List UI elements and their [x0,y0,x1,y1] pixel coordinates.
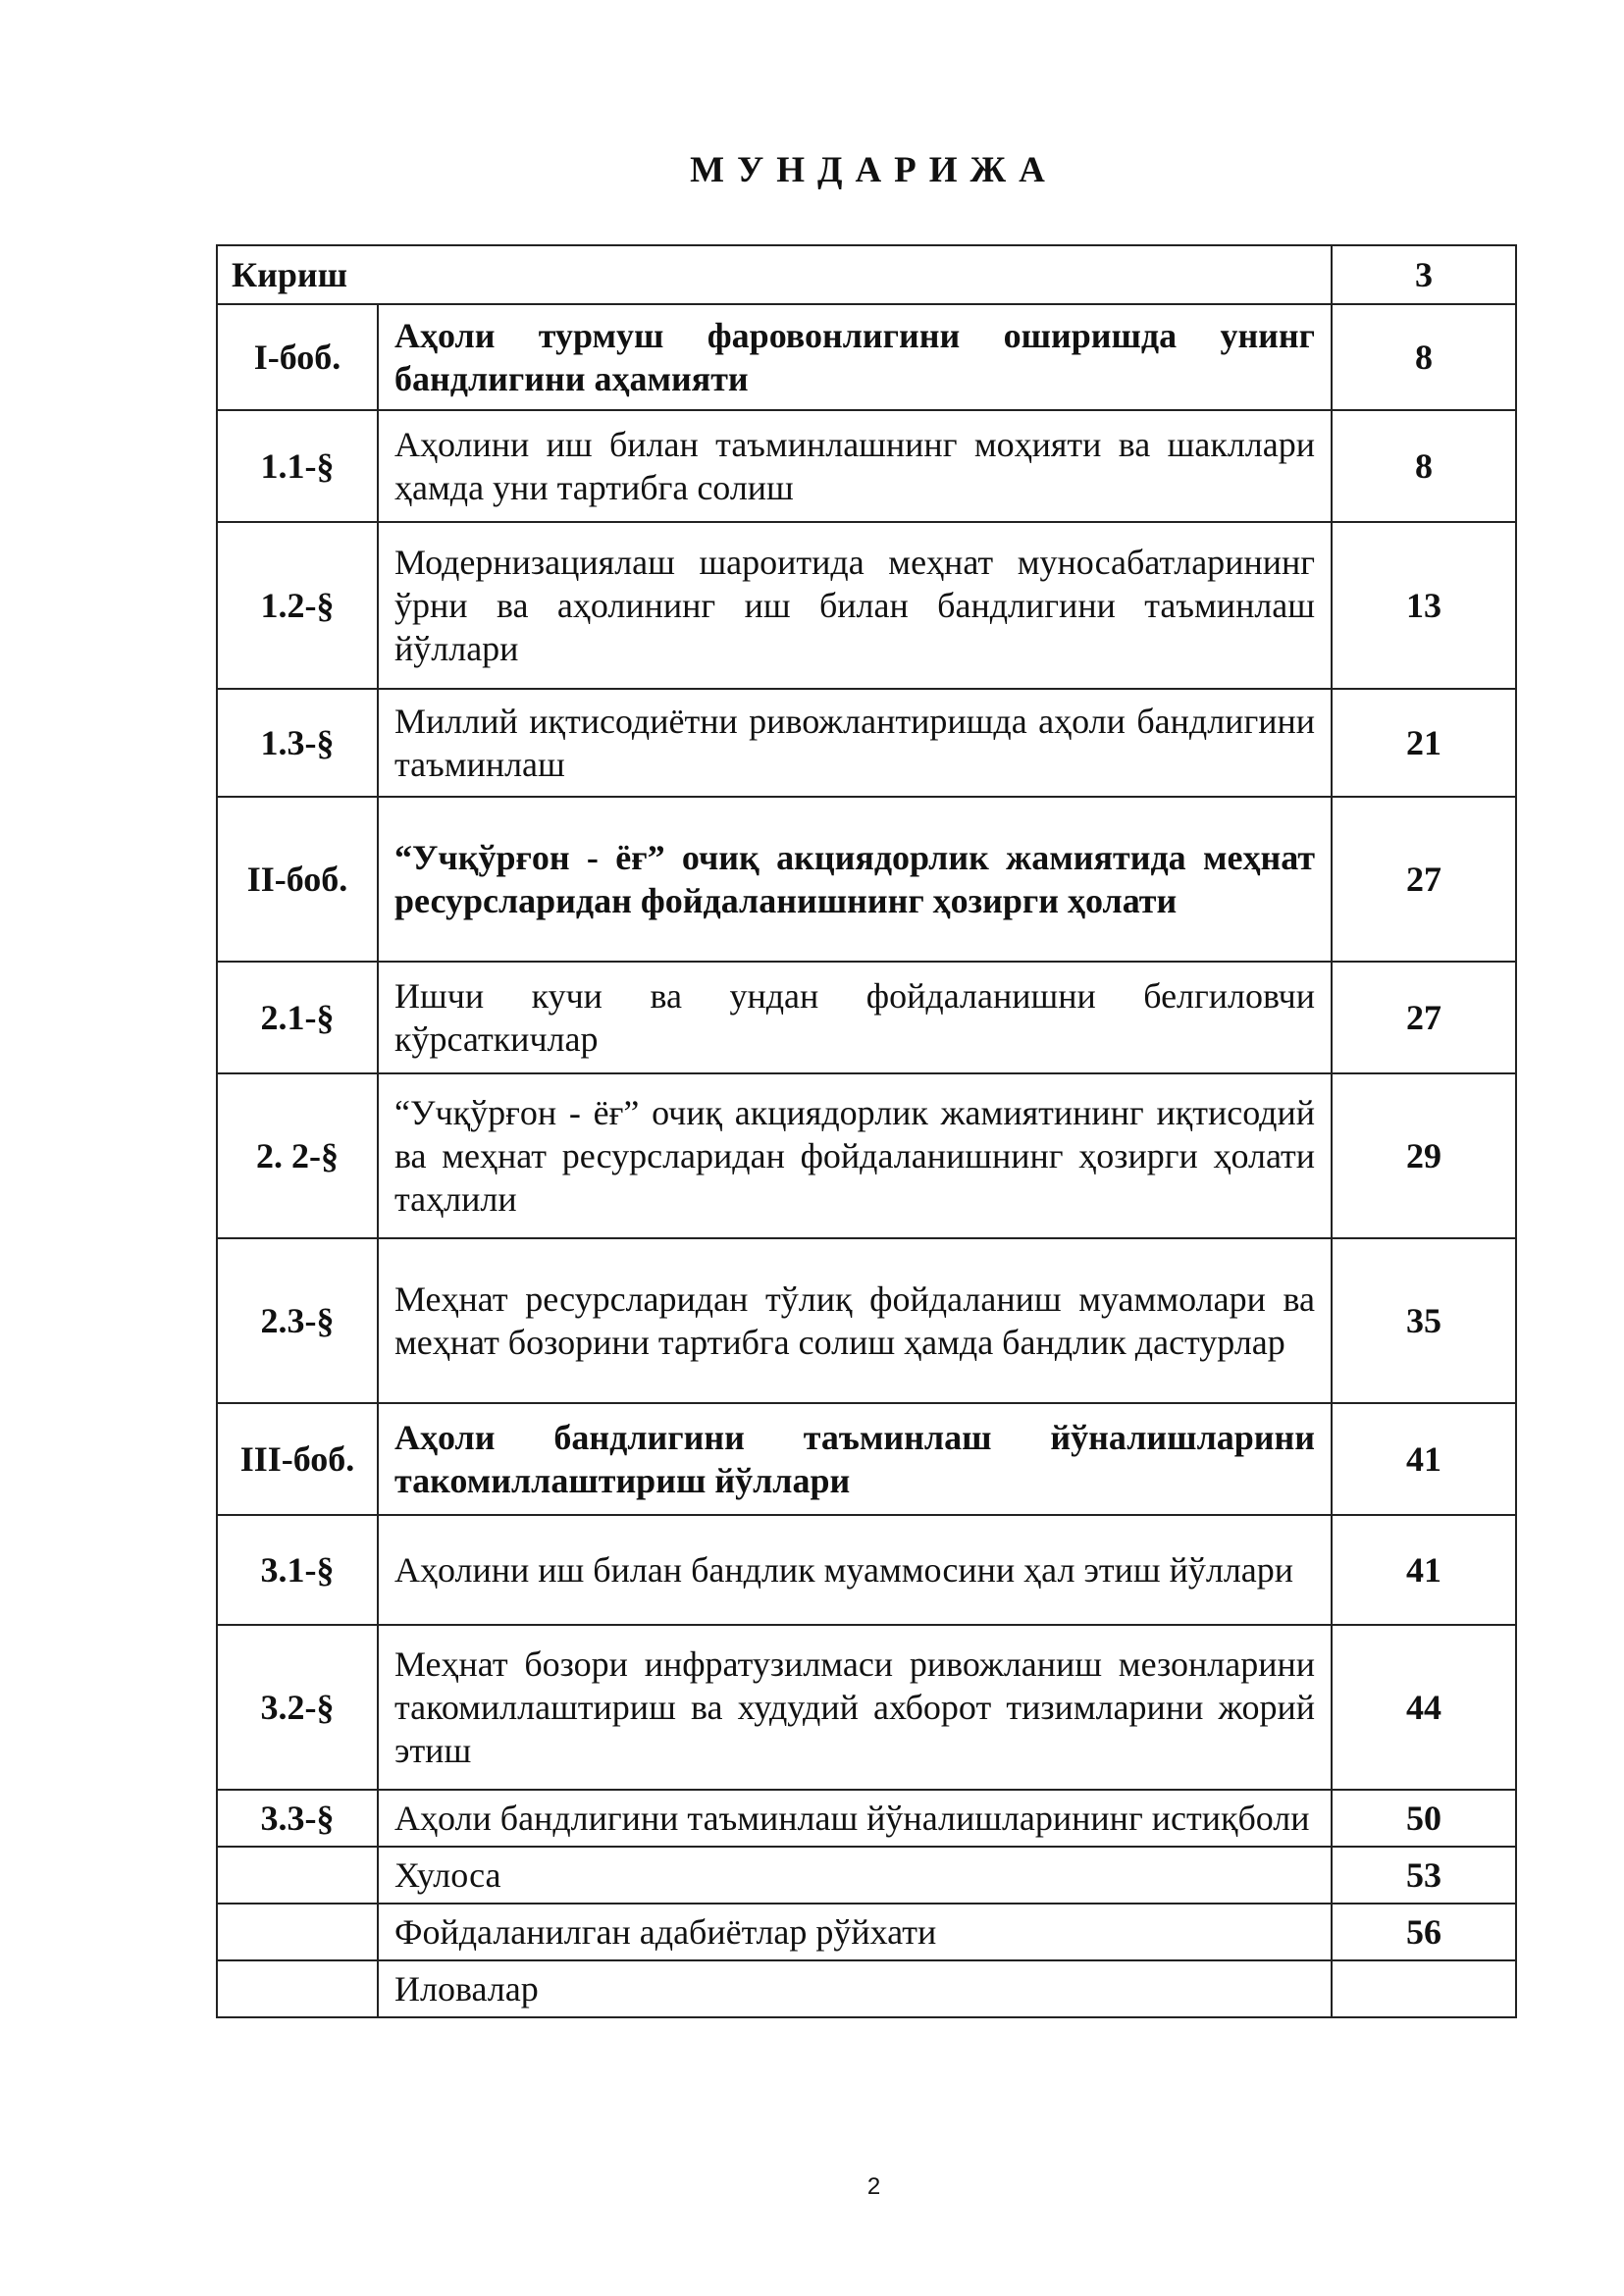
toc-section-number [217,1904,378,1960]
toc-section-title: Меҳнат бозори инфратузилмаси ривожланиш мезонларини такомиллаштириш ва худудий ахборот тизимларини жорий этиш [378,1625,1332,1790]
toc-page-number: 29 [1332,1073,1516,1238]
page-title: МУНДАРИЖА [690,150,1058,190]
toc-section-title: Аҳолини иш билан таъминлашнинг моҳияти ва шакллари ҳамда уни тартибга солиш [378,410,1332,522]
toc-section-title: Модернизациялаш шароитида меҳнат муносабатларининг ўрни ва аҳолининг иш билан бандлигини таъминлаш йўллари [378,522,1332,689]
toc-intro-page: 3 [1332,245,1516,304]
toc-section-number: III-боб. [217,1403,378,1515]
toc-section-title: Меҳнат ресурсларидан тўлиқ фойдаланиш муаммолари ва меҳнат бозорини тартибга солиш ҳамда бандлик дастурлар [378,1238,1332,1403]
toc-row [217,1515,1516,1625]
toc-section-title: Фойдаланилган адабиётлар рўйхати [378,1904,1332,1960]
toc-section-number: 2. 2-§ [217,1073,378,1238]
toc-page-number: 50 [1332,1790,1516,1847]
toc-row [217,1790,1516,1847]
toc-section-number: 3.2-§ [217,1625,378,1790]
toc-page-number: 44 [1332,1625,1516,1790]
toc-row [217,522,1516,689]
toc-page-number: 56 [1332,1904,1516,1960]
toc-section-number: 1.2-§ [217,522,378,689]
toc-row [217,1625,1516,1790]
toc-page-number: 13 [1332,522,1516,689]
toc-row [217,797,1516,962]
toc-section-title: “Учқўрғон - ёғ” очиқ акциядорлик жамиятида меҳнат ресурсларидан фойдаланишнинг ҳозирги ҳолати [378,797,1332,962]
toc-section-number [217,1960,378,2017]
toc-section-title: Ишчи кучи ва ундан фойдаланишни белгиловчи кўрсаткичлар [378,962,1332,1073]
toc-row [217,410,1516,522]
toc-row [217,1403,1516,1515]
toc-row [217,1238,1516,1403]
toc-section-title: “Учқўрғон - ёғ” очиқ акциядорлик жамиятининг иқтисодий ва меҳнат ресурсларидан фойдаланишнинг ҳозирги ҳолати таҳлили [378,1073,1332,1238]
toc-row-intro [217,245,1516,304]
toc-page-number: 41 [1332,1403,1516,1515]
toc-row [217,689,1516,797]
toc-section-title: Аҳолини иш билан бандлик муаммосини ҳал этиш йўллари [378,1515,1332,1625]
toc-row [217,1904,1516,1960]
toc-section-number: 2.1-§ [217,962,378,1073]
toc-page-number: 27 [1332,962,1516,1073]
toc-intro-label: Кириш [217,245,1332,304]
toc-section-number: I-боб. [217,304,378,410]
toc-section-title: Аҳоли бандлигини таъминлаш йўналишларининг истиқболи [378,1790,1332,1847]
toc-section-number: 1.3-§ [217,689,378,797]
page-number: 2 [866,2173,881,2200]
toc-section-title: Миллий иқтисодиётни ривожлантиришда аҳоли бандлигини таъминлаш [378,689,1332,797]
toc-page-number: 8 [1332,410,1516,522]
toc-row [217,304,1516,410]
toc-row [217,962,1516,1073]
toc-section-title: Хулоса [378,1847,1332,1904]
toc-section-number: II-боб. [217,797,378,962]
toc-page-number: 53 [1332,1847,1516,1904]
toc-section-title: Иловалар [378,1960,1332,2017]
toc-section-number: 3.1-§ [217,1515,378,1625]
toc-section-number: 3.3-§ [217,1790,378,1847]
toc-page-number: 21 [1332,689,1516,797]
contents-table [216,244,1517,2018]
toc-page-number: 35 [1332,1238,1516,1403]
toc-row [217,1073,1516,1238]
toc-row [217,1847,1516,1904]
toc-section-title: Аҳоли бандлигини таъминлаш йўналишларини такомиллаштириш йўллари [378,1403,1332,1515]
toc-section-number: 1.1-§ [217,410,378,522]
toc-row [217,1960,1516,2017]
toc-section-number [217,1847,378,1904]
toc-page-number [1332,1960,1516,2017]
toc-page-number: 8 [1332,304,1516,410]
toc-page-number: 27 [1332,797,1516,962]
toc-section-number: 2.3-§ [217,1238,378,1403]
toc-page-number: 41 [1332,1515,1516,1625]
toc-section-title: Аҳоли турмуш фаровонлигини оширишда унинг бандлигини аҳамияти [378,304,1332,410]
